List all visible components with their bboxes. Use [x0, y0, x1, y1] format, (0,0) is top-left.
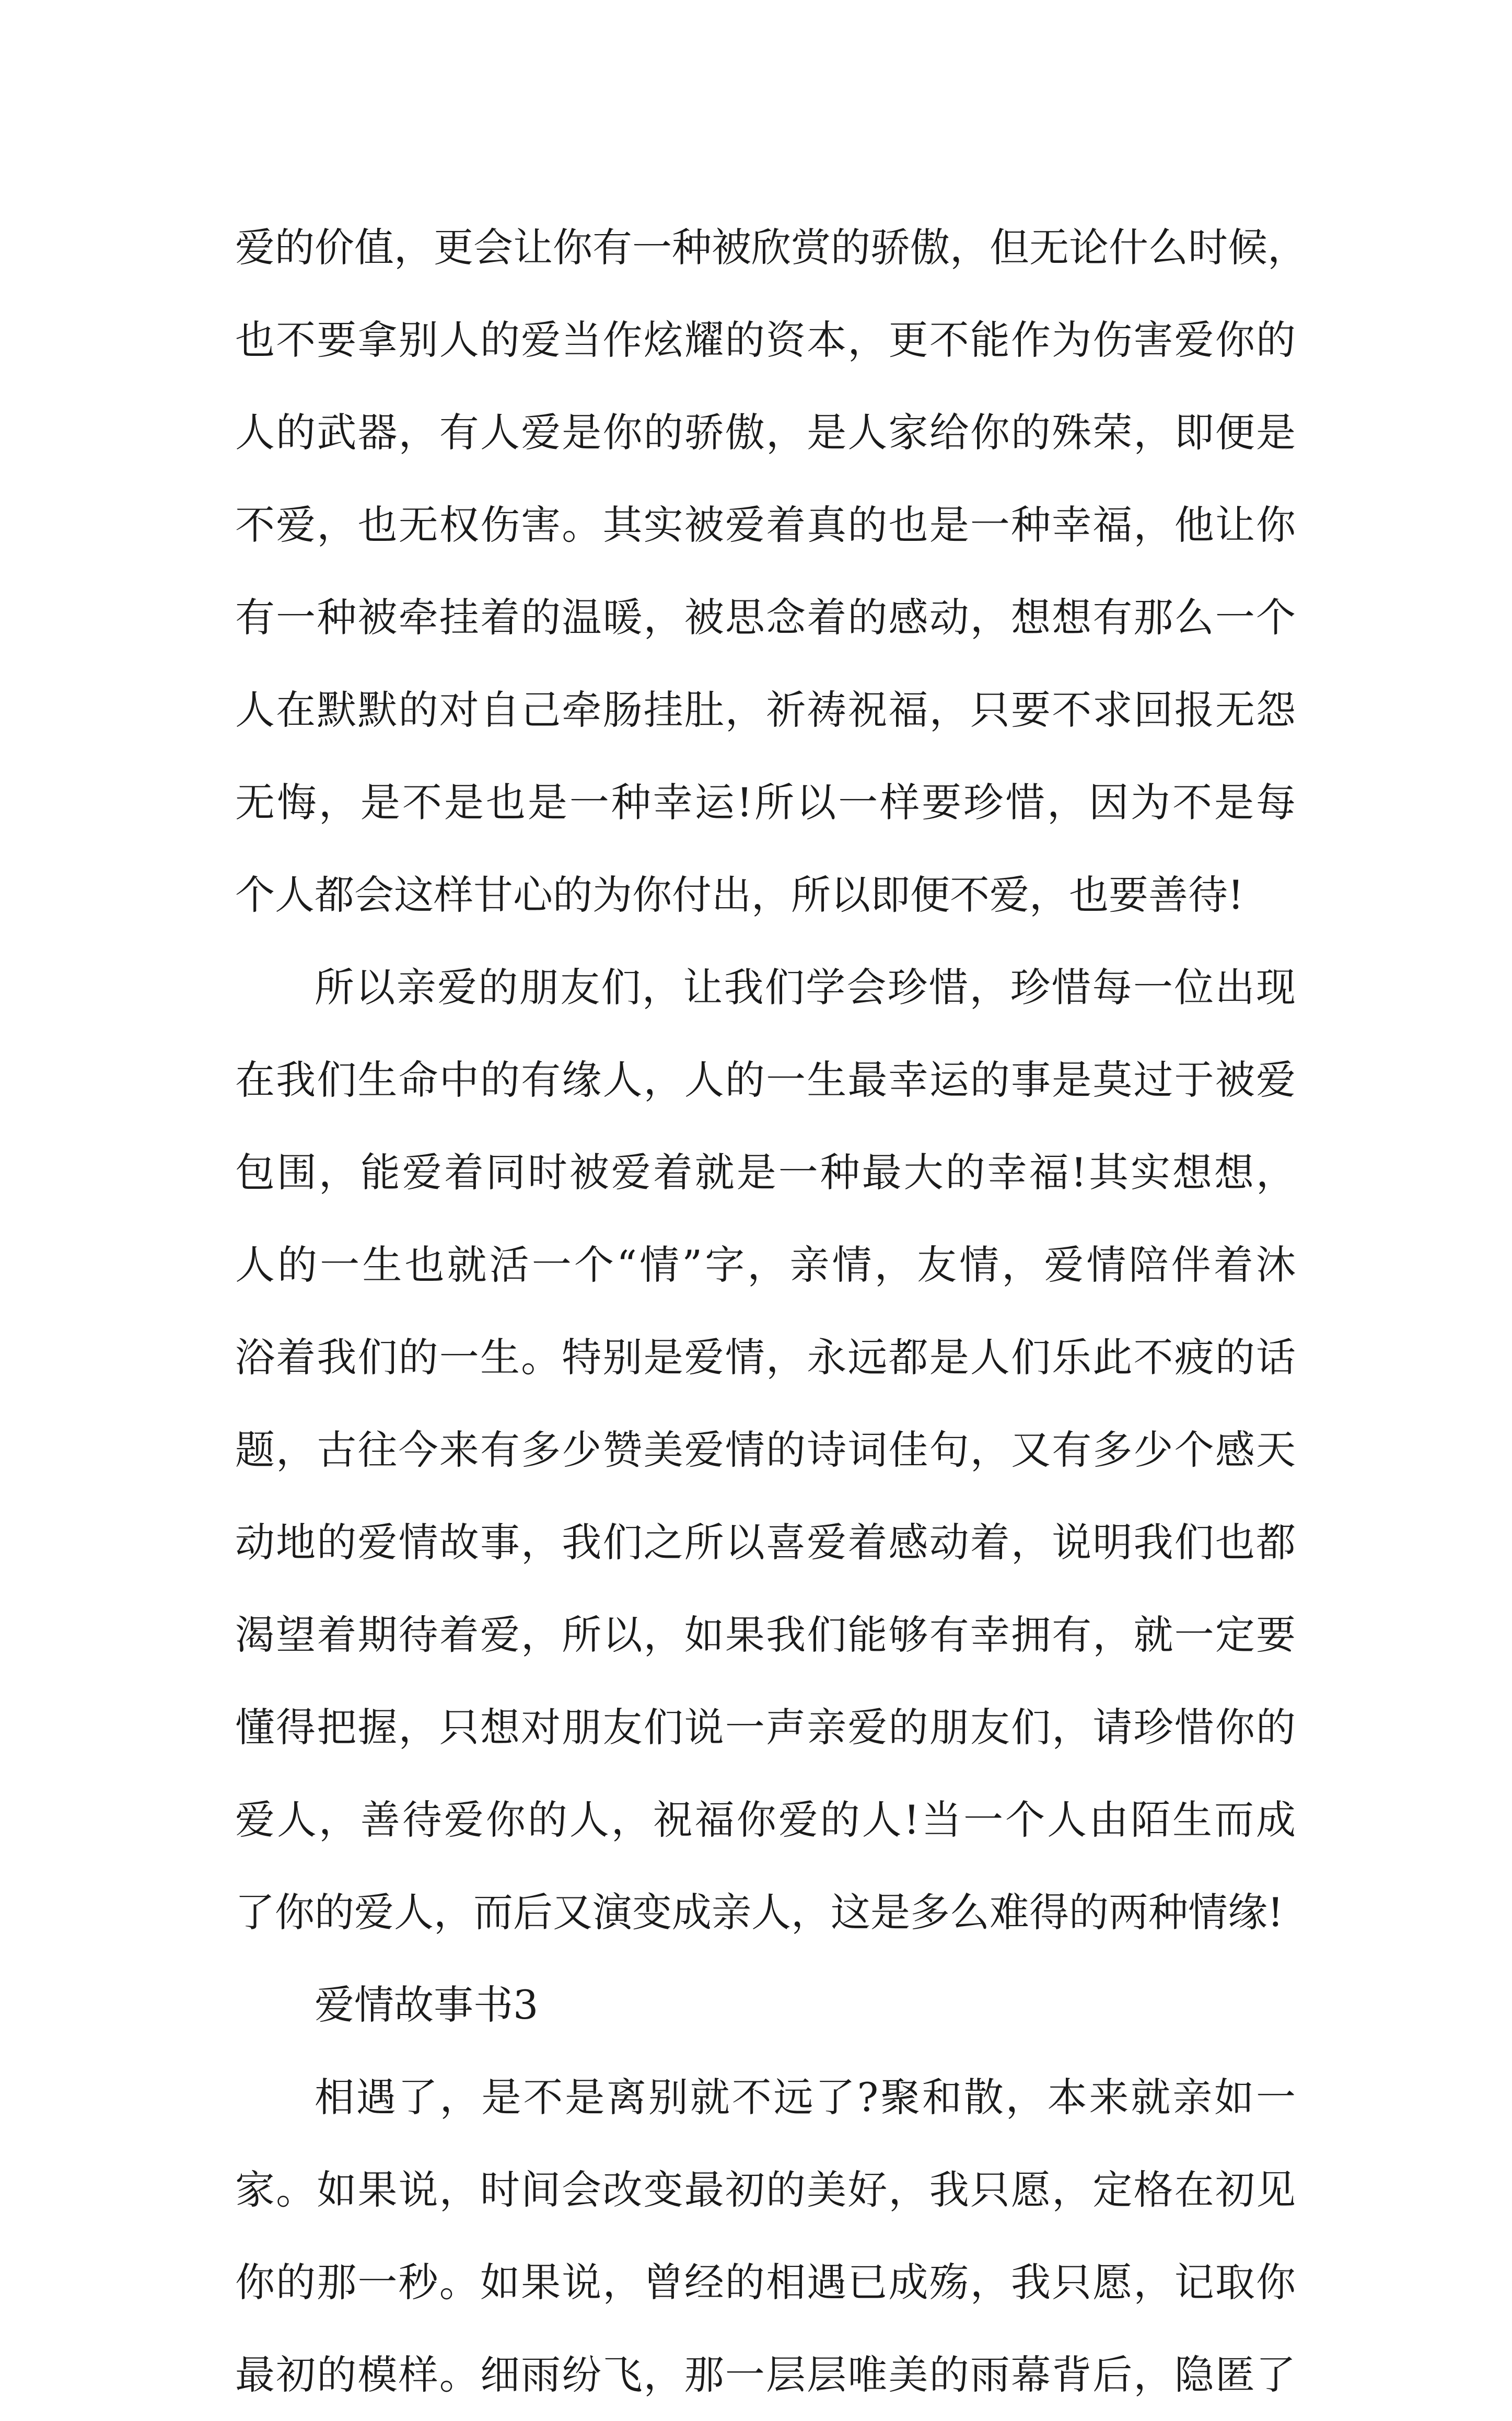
- text-line: 人的一生也就活一个“情”字，亲情，友情，爱情陪伴着沐: [235, 1242, 1296, 1288]
- text-line: 不爱，也无权伤害。其实被爱着真的也是一种幸福，他让你: [235, 502, 1296, 548]
- text-line: 有一种被牵挂着的温暖，被思念着的感动，想想有那么一个: [235, 594, 1296, 641]
- text-line: 在我们生命中的有缘人，人的一生最幸运的事是莫过于被爱: [235, 1057, 1296, 1103]
- text-line: 渴望着期待着爱，所以，如果我们能够有幸拥有，就一定要: [235, 1612, 1296, 1658]
- text-line: 了你的爱人，而后又演变成亲人，这是多么难得的两种情缘!: [235, 1889, 1284, 1936]
- text-line: 动地的爱情故事，我们之所以喜爱着感动着，说明我们也都: [235, 1519, 1296, 1566]
- text-line: 爱人，善待爱你的人，祝福你爱的人!当一个人由陌生而成: [235, 1797, 1296, 1843]
- text-line: 包围，能爱着同时被爱着就是一种最大的幸福!其实想想，: [235, 1149, 1296, 1196]
- text-line: 题，古往今来有多少赞美爱情的诗词佳句，又有多少个感天: [235, 1427, 1296, 1473]
- text-line: 人在默默的对自己牵肠挂肚，祈祷祝福，只要不求回报无怨: [235, 687, 1296, 733]
- text-line: 个人都会这样甘心的为你付出，所以即便不爱，也要善待!: [235, 872, 1244, 918]
- text-line: 最初的模样。细雨纷飞，那一层层唯美的雨幕背后，隐匿了: [235, 2352, 1296, 2398]
- text-line: 也不要拿别人的爱当作炫耀的资本，更不能作为伤害爱你的: [235, 317, 1296, 363]
- text-line: 无悔，是不是也是一种幸运!所以一样要珍惜，因为不是每: [235, 779, 1296, 826]
- text-line: 浴着我们的一生。特别是爱情，永远都是人们乐此不疲的话: [235, 1334, 1296, 1381]
- text-line: 家。如果说，时间会改变最初的美好，我只愿，定格在初见: [235, 2167, 1296, 2213]
- paragraph-first-line: 所以亲爱的朋友们，让我们学会珍惜，珍惜每一位出现: [315, 964, 1296, 1011]
- text-line: 你的那一秒。如果说，曾经的相遇已成殇，我只愿，记取你: [235, 2259, 1296, 2306]
- section-heading: 爱情故事书3: [315, 1982, 539, 2028]
- text-line: 人的武器，有人爱是你的骄傲，是人家给你的殊荣，即便是: [235, 409, 1296, 456]
- text-line: 爱的价值，更会让你有一种被欣赏的骄傲，但无论什么时候，: [235, 224, 1307, 271]
- text-line: 懂得把握，只想对朋友们说一声亲爱的朋友们，请珍惜你的: [235, 1704, 1296, 1751]
- paragraph-first-line: 相遇了，是不是离别就不远了?聚和散，本来就亲如一: [315, 2074, 1296, 2121]
- body-text: [235, 201, 1307, 2421]
